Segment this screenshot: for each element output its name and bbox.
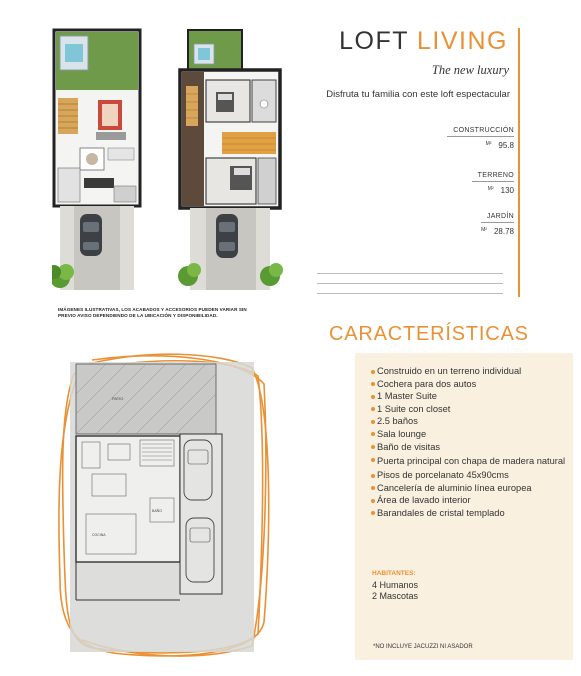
accent-divider [518,28,520,297]
tagline: The new luxury [431,63,509,77]
title-accent: LIVING [417,27,508,55]
habitantes-mascotas: 2 Mascotas [372,591,419,601]
features-list [371,365,571,520]
feature-item: Pisos de porcelanato 45x90cms [371,469,571,482]
spec-label: JARDÍN [481,213,514,223]
features-title: CARACTERÍSTICAS [329,323,529,345]
feature-item: Cancelería de aluminio línea europea [371,482,571,495]
feature-item: 1 Master Suite [371,390,571,403]
habitantes-humanos: 4 Humanos [372,580,419,590]
spec-value: $^{M^2}$ 95.8 [485,141,514,150]
note-line [317,273,503,274]
feature-item: Puerta principal con chapa de madera natural [371,453,571,469]
footnote: *NO INCLUYE JACUZZI NI ASADOR [373,644,473,650]
feature-item: Área de lavado interior [371,494,571,507]
subtitle: Disfruta tu familia con este loft espectacular [326,89,510,100]
spec-value: $^{M^2}$ 28.78 [481,227,514,236]
feature-item: Construido en un terreno individual [371,365,571,378]
floor-plan-upper [176,28,288,298]
cocina-label: COCINA [92,533,106,537]
patio-label: PATIO [112,396,124,401]
spec-construccion [447,127,514,150]
spec-label: TERRENO [472,172,514,182]
feature-item: Barandales de cristal templado [371,507,571,520]
note-line [317,293,503,294]
feature-item: Sala lounge [371,428,571,441]
site-plan [52,350,272,662]
feature-item: Cochera para dos autos [371,378,571,391]
spec-terreno [472,172,514,195]
note-line [317,283,503,284]
spec-value: $^{M^2}$ 130 [487,186,514,195]
feature-item: 1 Suite con closet [371,403,571,416]
page-title [339,27,508,56]
bano-label: BAÑO [152,509,162,513]
title-main: LOFT [339,27,409,55]
floor-plan-ground [52,28,142,298]
feature-item: 2.5 baños [371,415,571,428]
spec-jardin [481,213,514,236]
spec-label: CONSTRUCCIÓN [447,127,514,137]
feature-item: Baño de visitas [371,441,571,454]
disclaimer-text: IMÁGENES ILUSTRATIVAS, LOS ACABADOS Y ACCESORIOS PUEDEN VARIAR SIN PREVIO AVISO DEPENDIENDO DE LA UBICACIÓN Y DISPONIBILIDAD. [58,307,247,318]
habitantes-label: HABITANTES: [372,570,416,577]
